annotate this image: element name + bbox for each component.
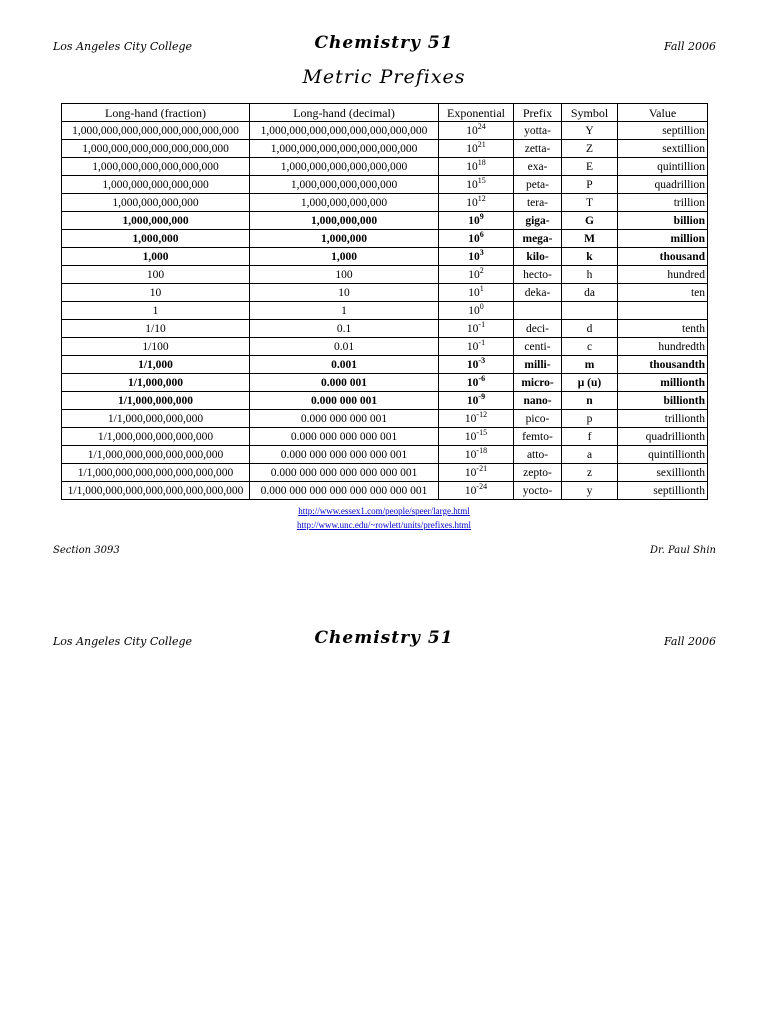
table-row (62, 410, 708, 428)
cell-prefix: deci- (514, 320, 562, 338)
cell-value: ten (618, 284, 708, 302)
cell-exponential (439, 194, 514, 212)
table-row (62, 374, 708, 392)
exponent-base: 10 (464, 412, 477, 425)
cell-decimal: 0.001 (250, 356, 439, 374)
exponent-base: 10 (466, 160, 478, 173)
cell-exponential (439, 230, 514, 248)
cell-fraction: 1/1,000,000,000,000,000,000 (62, 446, 250, 464)
cell-fraction: 100 (62, 266, 250, 284)
cell-exponential (439, 158, 514, 176)
cell-value: quadrillion (618, 176, 708, 194)
exponent-power: 15 (477, 175, 486, 185)
cell-symbol: Z (562, 140, 618, 158)
cell-symbol: T (562, 194, 618, 212)
cell-exponential (439, 356, 514, 374)
cell-exponential (439, 446, 514, 464)
cell-value: sexillionth (618, 464, 708, 482)
cell-fraction: 1/100 (62, 338, 250, 356)
exponent-power: 9 (479, 211, 484, 221)
cell-fraction: 1/1,000,000,000 (62, 392, 250, 410)
col-header-exponential: Exponential (439, 104, 514, 122)
exponent-base: 10 (466, 394, 479, 407)
exponent-power: 18 (477, 157, 486, 167)
cell-prefix: tera- (514, 194, 562, 212)
table-row (62, 248, 708, 266)
cell-symbol: p (562, 410, 618, 428)
cell-fraction: 1 (62, 302, 250, 320)
cell-fraction: 1/1,000,000,000,000,000 (62, 428, 250, 446)
cell-exponential (439, 248, 514, 266)
cell-exponential (439, 410, 514, 428)
table-row (62, 320, 708, 338)
table-row (62, 230, 708, 248)
exponent-base: 10 (464, 430, 477, 443)
cell-value: hundred (618, 266, 708, 284)
exponent-power: -6 (478, 373, 486, 383)
cell-value: trillionth (618, 410, 708, 428)
cell-fraction: 1,000 (62, 248, 250, 266)
table-row (62, 194, 708, 212)
cell-prefix: zepto- (514, 464, 562, 482)
cell-prefix: yotta- (514, 122, 562, 140)
cell-prefix: giga- (514, 212, 562, 230)
cell-symbol: P (562, 176, 618, 194)
reference-link-essex[interactable]: http://www.essex1.com/people/speer/large.html (298, 506, 470, 516)
cell-fraction: 1/1,000,000,000,000,000,000,000 (62, 464, 250, 482)
table-body (62, 122, 708, 500)
cell-exponential (439, 482, 514, 500)
reference-links (0, 504, 768, 532)
cell-fraction: 1,000,000,000,000,000,000,000,000 (62, 122, 250, 140)
exponent-base: 10 (466, 322, 479, 335)
exponent-power: 6 (479, 229, 484, 239)
cell-fraction: 1,000,000,000,000 (62, 194, 250, 212)
exponent-power: -15 (476, 427, 488, 437)
header-college: Los Angeles City College (53, 40, 193, 53)
cell-value: trillion (618, 194, 708, 212)
cell-symbol: y (562, 482, 618, 500)
cell-value: millionth (618, 374, 708, 392)
exponent-base: 10 (468, 304, 480, 317)
table-row (62, 446, 708, 464)
cell-fraction: 1,000,000,000,000,000,000,000 (62, 140, 250, 158)
cell-exponential (439, 428, 514, 446)
col-header-decimal: Long-hand (decimal) (250, 104, 439, 122)
page2-header-course-title: Chemistry 51 (314, 628, 454, 648)
cell-decimal: 0.000 000 000 000 000 001 (250, 446, 439, 464)
cell-symbol (562, 302, 618, 320)
cell-symbol: k (562, 248, 618, 266)
cell-exponential (439, 464, 514, 482)
cell-decimal: 1,000,000 (250, 230, 439, 248)
exponent-power: 12 (477, 193, 486, 203)
exponent-base: 10 (466, 196, 478, 209)
exponent-base: 10 (464, 466, 477, 479)
col-header-symbol: Symbol (562, 104, 618, 122)
exponent-base: 10 (466, 124, 478, 137)
header-course-title: Chemistry 51 (314, 33, 454, 53)
cell-decimal: 1,000,000,000 (250, 212, 439, 230)
cell-fraction: 1,000,000,000 (62, 212, 250, 230)
cell-value: quadrillionth (618, 428, 708, 446)
table-row (62, 122, 708, 140)
cell-exponential (439, 122, 514, 140)
page2-header-college: Los Angeles City College (53, 635, 193, 648)
cell-value: thousandth (618, 356, 708, 374)
cell-decimal: 0.000 000 000 001 (250, 410, 439, 428)
cell-value: million (618, 230, 708, 248)
exponent-base: 10 (468, 250, 480, 263)
table-row (62, 284, 708, 302)
exponent-power: -3 (478, 355, 486, 365)
cell-decimal: 0.000 000 000 000 000 000 001 (250, 464, 439, 482)
footer-instructor: Dr. Paul Shin (649, 545, 716, 556)
cell-prefix: nano- (514, 392, 562, 410)
cell-symbol: Y (562, 122, 618, 140)
cell-decimal: 10 (250, 284, 439, 302)
cell-prefix: atto- (514, 446, 562, 464)
cell-decimal: 0.000 000 000 000 001 (250, 428, 439, 446)
metric-prefix-table (61, 103, 708, 500)
col-header-fraction: Long-hand (fraction) (62, 104, 250, 122)
cell-symbol: a (562, 446, 618, 464)
cell-symbol: f (562, 428, 618, 446)
table-row (62, 158, 708, 176)
page2-header-term: Fall 2006 (664, 635, 716, 648)
cell-symbol: c (562, 338, 618, 356)
table-header-row (62, 104, 708, 122)
cell-value: sextillion (618, 140, 708, 158)
table-row (62, 266, 708, 284)
col-header-value: Value (618, 104, 708, 122)
cell-decimal: 1,000 (250, 248, 439, 266)
cell-value: septillion (618, 122, 708, 140)
cell-exponential (439, 374, 514, 392)
cell-exponential (439, 176, 514, 194)
table-row (62, 482, 708, 500)
table-row (62, 176, 708, 194)
cell-symbol: n (562, 392, 618, 410)
cell-value (618, 302, 708, 320)
cell-fraction: 10 (62, 284, 250, 302)
table-row (62, 140, 708, 158)
exponent-base: 10 (468, 268, 480, 281)
exponent-base: 10 (464, 448, 477, 461)
exponent-power: 1 (479, 283, 484, 293)
table-row (62, 356, 708, 374)
cell-symbol: G (562, 212, 618, 230)
cell-exponential (439, 320, 514, 338)
cell-prefix: femto- (514, 428, 562, 446)
exponent-power: -18 (476, 445, 488, 455)
cell-exponential (439, 338, 514, 356)
cell-fraction: 1,000,000 (62, 230, 250, 248)
cell-decimal: 100 (250, 266, 439, 284)
exponent-power: 21 (477, 139, 486, 149)
cell-prefix: milli- (514, 356, 562, 374)
exponent-base: 10 (464, 484, 477, 497)
table-row (62, 464, 708, 482)
cell-decimal: 1,000,000,000,000 (250, 194, 439, 212)
cell-fraction: 1/1,000,000,000,000,000,000,000,000 (62, 482, 250, 500)
cell-symbol: M (562, 230, 618, 248)
exponent-base: 10 (468, 232, 480, 245)
exponent-power: -9 (478, 391, 486, 401)
cell-exponential (439, 212, 514, 230)
cell-decimal: 1,000,000,000,000,000,000,000 (250, 140, 439, 158)
cell-prefix: yocto- (514, 482, 562, 500)
cell-value: septillionth (618, 482, 708, 500)
exponent-power: -12 (476, 409, 488, 419)
col-header-prefix: Prefix (514, 104, 562, 122)
exponent-power: -1 (478, 319, 486, 329)
exponent-power: -24 (476, 481, 488, 491)
footer-section: Section 3093 (53, 545, 120, 556)
exponent-power: -1 (478, 337, 486, 347)
cell-decimal: 1 (250, 302, 439, 320)
exponent-base: 10 (468, 286, 480, 299)
cell-decimal: 1,000,000,000,000,000,000 (250, 158, 439, 176)
cell-fraction: 1/1,000 (62, 356, 250, 374)
exponent-base: 10 (466, 178, 478, 191)
cell-fraction: 1/1,000,000,000,000 (62, 410, 250, 428)
exponent-power: 24 (477, 121, 486, 131)
header-term: Fall 2006 (664, 40, 716, 53)
table-row (62, 302, 708, 320)
page-title: Metric Prefixes (302, 66, 466, 88)
cell-prefix: pico- (514, 410, 562, 428)
exponent-base: 10 (466, 376, 479, 389)
cell-prefix: kilo- (514, 248, 562, 266)
exponent-base: 10 (466, 340, 479, 353)
cell-symbol: d (562, 320, 618, 338)
cell-fraction: 1/10 (62, 320, 250, 338)
cell-prefix: micro- (514, 374, 562, 392)
cell-symbol: da (562, 284, 618, 302)
cell-prefix: centi- (514, 338, 562, 356)
cell-symbol: E (562, 158, 618, 176)
exponent-power: 3 (479, 247, 484, 257)
cell-decimal: 1,000,000,000,000,000 (250, 176, 439, 194)
cell-exponential (439, 284, 514, 302)
table-row (62, 212, 708, 230)
cell-prefix (514, 302, 562, 320)
exponent-power: 0 (479, 301, 484, 311)
exponent-base: 10 (468, 214, 480, 227)
exponent-power: -21 (476, 463, 488, 473)
cell-exponential (439, 266, 514, 284)
cell-decimal: 0.01 (250, 338, 439, 356)
cell-fraction: 1,000,000,000,000,000,000 (62, 158, 250, 176)
cell-decimal: 0.000 001 (250, 374, 439, 392)
cell-prefix: peta- (514, 176, 562, 194)
cell-symbol: μ (u) (562, 374, 618, 392)
exponent-base: 10 (466, 142, 478, 155)
cell-value: thousand (618, 248, 708, 266)
exponent-power: 2 (479, 265, 484, 275)
table-row (62, 338, 708, 356)
cell-value: quintillion (618, 158, 708, 176)
reference-link-unc[interactable]: http://www.unc.edu/~rowlett/units/prefixes.html (296, 520, 471, 530)
cell-prefix: zetta- (514, 140, 562, 158)
cell-exponential (439, 302, 514, 320)
cell-value: billion (618, 212, 708, 230)
cell-decimal: 1,000,000,000,000,000,000,000,000 (250, 122, 439, 140)
cell-value: hundredth (618, 338, 708, 356)
cell-exponential (439, 392, 514, 410)
cell-value: billionth (618, 392, 708, 410)
cell-prefix: mega- (514, 230, 562, 248)
cell-symbol: h (562, 266, 618, 284)
table-row (62, 392, 708, 410)
cell-prefix: exa- (514, 158, 562, 176)
cell-decimal: 0.000 000 000 000 000 000 000 001 (250, 482, 439, 500)
exponent-base: 10 (466, 358, 479, 371)
cell-exponential (439, 140, 514, 158)
table-row (62, 428, 708, 446)
cell-value: tenth (618, 320, 708, 338)
cell-prefix: deka- (514, 284, 562, 302)
cell-fraction: 1,000,000,000,000,000 (62, 176, 250, 194)
cell-symbol: z (562, 464, 618, 482)
cell-value: quintillionth (618, 446, 708, 464)
cell-decimal: 0.000 000 001 (250, 392, 439, 410)
cell-symbol: m (562, 356, 618, 374)
cell-prefix: hecto- (514, 266, 562, 284)
cell-decimal: 0.1 (250, 320, 439, 338)
cell-fraction: 1/1,000,000 (62, 374, 250, 392)
